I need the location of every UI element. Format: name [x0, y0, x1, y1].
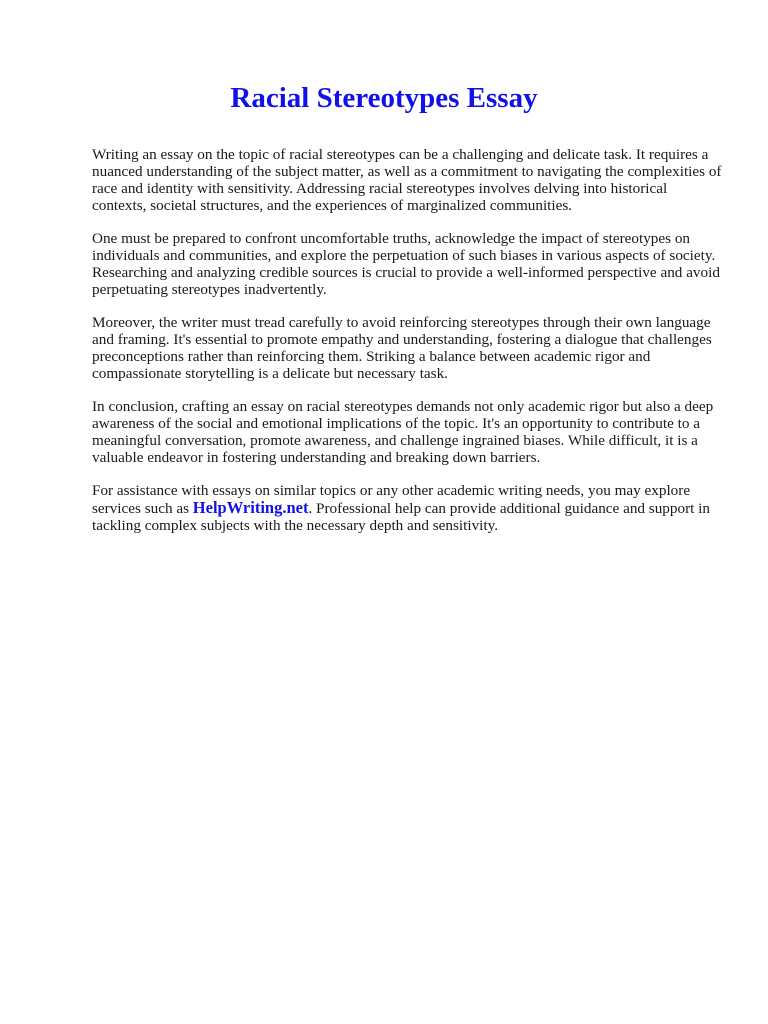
paragraph-3: Moreover, the writer must tread carefully to avoid reinforcing stereotypes through their own language and framing. It's essential to promote empathy and understanding, fostering a dialogue that challenges preconceptions rather than reinforcing them. Striking a balance between academic rigor and compassionate storytelling is a delicate but necessary task. [92, 314, 712, 382]
paragraph-2: One must be prepared to confront uncomfortable truths, acknowledge the impact of stereotypes on individuals and communities, and explore the perpetuation of such biases in various aspects of society. Researching and analyzing credible sources is crucial to provide a well-informed perspective and avoid perpetuating stereotypes inadvertently. [92, 230, 720, 298]
closing-paragraph [92, 482, 722, 534]
paragraph-4: In conclusion, crafting an essay on racial stereotypes demands not only academic rigor but also a deep awareness of the social and emotional implications of the topic. It's an opportunity to contribute to a meaningful conversation, promote awareness, and challenge ingrained biases. While difficult, it is a valuable endeavor in fostering understanding and breaking down barriers. [92, 398, 714, 466]
essay-body [92, 146, 722, 550]
page-title: Racial Stereotypes Essay [230, 82, 538, 114]
helpwriting-link[interactable]: HelpWriting.net [192, 498, 309, 517]
closing-text-before-link: For assistance with essays on similar topics or any other academic writing needs, you may explore services such as [92, 482, 691, 517]
closing-text-after-link: . Professional help can provide additional guidance and support in tackling complex subjects with the necessary depth and sensitivity. [92, 500, 710, 534]
paragraph-1: Writing an essay on the topic of racial stereotypes can be a challenging and delicate task. It requires a nuanced understanding of the subject matter, as well as a commitment to navigating the complexities of race and identity with sensitivity. Addressing racial stereotypes involves delving into historical contexts, societal structures, and the experiences of marginalized communities. [92, 146, 722, 214]
